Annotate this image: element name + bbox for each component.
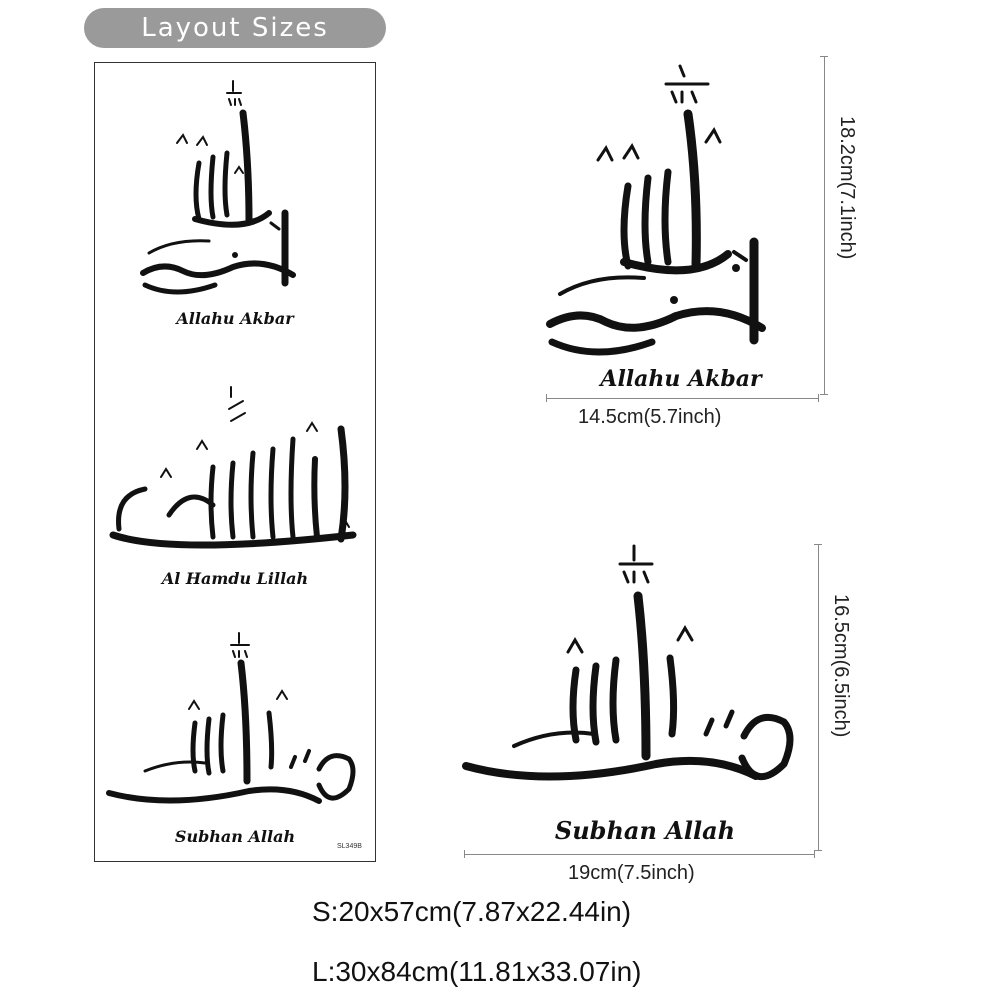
calligraphy-al-hamdu-lillah bbox=[109, 379, 365, 559]
sheet-caption-1: Allahu Akbar bbox=[176, 309, 294, 328]
width-tick-top-right bbox=[818, 394, 819, 402]
width-tick-bottom-left bbox=[464, 850, 465, 858]
width-line-bottom bbox=[464, 854, 814, 855]
width-label-top: 14.5cm(5.7inch) bbox=[578, 406, 722, 428]
sticker-sheet bbox=[94, 62, 376, 862]
height-line-top bbox=[824, 56, 825, 394]
calligraphy-subhan-allah-small bbox=[109, 629, 365, 819]
layout-sizes-badge: Layout Sizes bbox=[84, 8, 386, 48]
width-tick-top-left bbox=[546, 394, 547, 402]
calligraphy-subhan-allah-large bbox=[464, 540, 814, 810]
width-tick-bottom-right bbox=[814, 850, 815, 858]
height-label-top: 18.2cm(7.1inch) bbox=[836, 116, 858, 260]
preview-caption-bottom: Subhan Allah bbox=[554, 816, 736, 845]
size-large: L:30x84cm(11.81x33.07in) bbox=[312, 956, 642, 987]
height-tick-top-top bbox=[820, 56, 828, 57]
preview-caption-top: Allahu Akbar bbox=[600, 366, 762, 392]
width-line-top bbox=[546, 398, 818, 399]
height-tick-bottom-bottom bbox=[814, 850, 822, 851]
size-small: S:20x57cm(7.87x22.44in) bbox=[312, 896, 632, 927]
height-label-bottom: 16.5cm(6.5inch) bbox=[830, 594, 852, 738]
width-label-bottom: 19cm(7.5inch) bbox=[568, 862, 695, 884]
height-tick-top-bottom bbox=[820, 394, 828, 395]
height-line-bottom bbox=[818, 544, 819, 850]
height-tick-bottom-top bbox=[814, 544, 822, 545]
calligraphy-allahu-akbar-large bbox=[540, 62, 820, 362]
calligraphy-allahu-akbar-small bbox=[135, 73, 335, 303]
sheet-sku: SL349B bbox=[337, 843, 362, 850]
sheet-caption-3: Subhan Allah bbox=[174, 827, 296, 846]
sheet-caption-2: Al Hamdu Lillah bbox=[161, 569, 309, 588]
